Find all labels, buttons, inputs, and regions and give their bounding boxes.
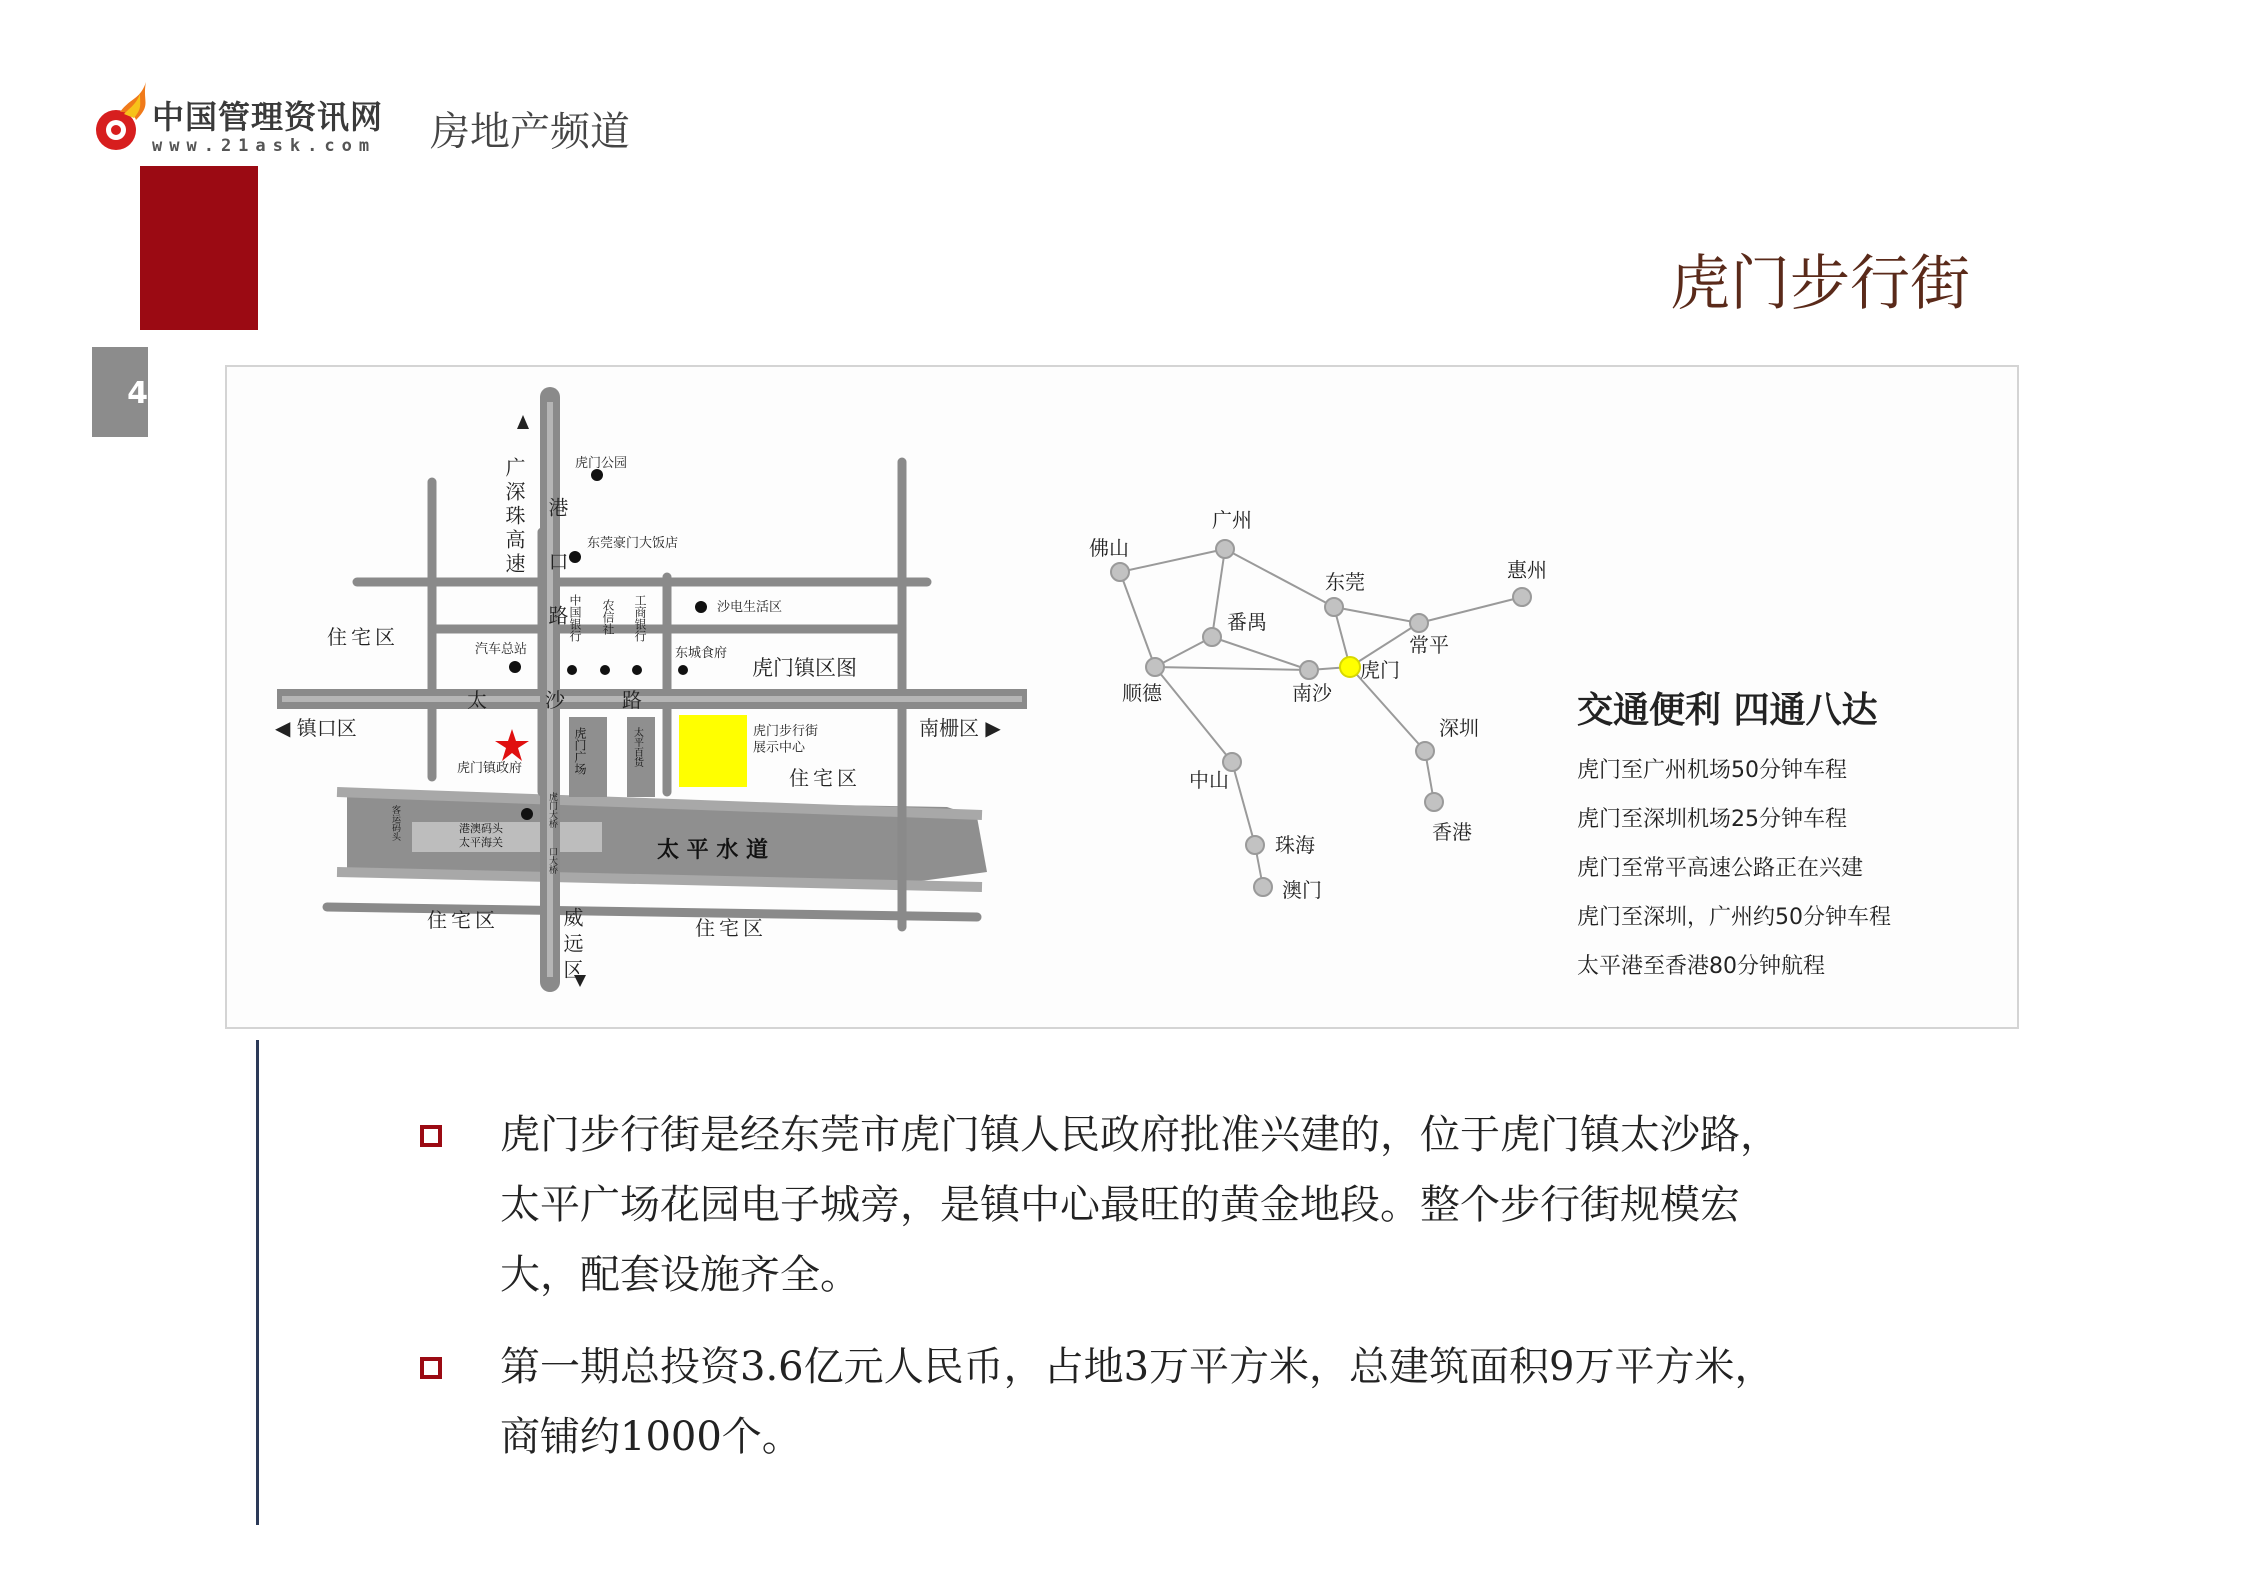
transport-item: 太平港至香港80分钟航程 bbox=[1577, 954, 1825, 979]
bridge-label-lower: 口大桥 bbox=[547, 847, 557, 874]
transport-item: 虎门至深圳，广州约50分钟车程 bbox=[1577, 905, 1891, 930]
city-panyu: 番禺 bbox=[1227, 610, 1267, 634]
zhenkou-label: ◀ 镇口区 bbox=[275, 716, 357, 740]
node-guangzhou bbox=[1216, 540, 1234, 558]
city-macau: 澳门 bbox=[1282, 878, 1322, 902]
exhibition-center-highlight bbox=[679, 715, 747, 787]
flame-logo-icon bbox=[96, 82, 146, 150]
coop-label: 农信社 bbox=[601, 599, 615, 635]
page-title: 虎门步行街 bbox=[1670, 249, 1970, 319]
hotel-dot bbox=[569, 551, 581, 563]
pier-label: 客运码头 bbox=[390, 805, 400, 841]
city-zhuhai: 珠海 bbox=[1275, 833, 1315, 857]
gangkou-road-label: 港口路 bbox=[545, 497, 569, 659]
node-shenzhen bbox=[1416, 742, 1434, 760]
residential-label-left: 住宅区 bbox=[327, 625, 399, 649]
local-street-map bbox=[275, 397, 1027, 987]
map-svg bbox=[227, 367, 2017, 1027]
food-dot bbox=[678, 665, 688, 675]
expressway-label: 广深珠高速 bbox=[502, 457, 526, 577]
nanshan-label: 南栅区 ▶ bbox=[919, 716, 1001, 740]
node-huizhou bbox=[1513, 588, 1531, 606]
bank-dot bbox=[567, 665, 577, 675]
taisha-tai-label: 太 bbox=[467, 688, 487, 712]
transport-title: 交通便利 四通八达 bbox=[1577, 690, 1878, 731]
ferry-label: 港澳码头太平海关 bbox=[459, 822, 503, 849]
town-map-label: 虎门镇区图 bbox=[752, 656, 857, 680]
node-dongguan bbox=[1325, 598, 1343, 616]
shadian-dot bbox=[695, 601, 707, 613]
government-label: 虎门镇政府 bbox=[457, 761, 523, 776]
bullet-text: 虎门步行街是经东莞市虎门镇人民政府批准兴建的，位于虎门镇太沙路， 太平广场花园电子城旁，是镇中心最旺的黄金地段。整个步行街规模宏 大，配套设施齐全。 bbox=[500, 1112, 1780, 1298]
city-huizhou: 惠州 bbox=[1507, 558, 1547, 582]
hotel-label: 东莞豪门大饭店 bbox=[587, 536, 679, 551]
weiyuan-label: 威远区 bbox=[560, 907, 584, 985]
coop-dot bbox=[600, 665, 610, 675]
humen-park-label: 虎门公园 bbox=[575, 456, 628, 471]
government-star-icon bbox=[495, 729, 529, 761]
page-number: 4 bbox=[127, 376, 148, 411]
logo-name: 中国管理资讯网 bbox=[152, 98, 384, 136]
node-zhuhai bbox=[1246, 836, 1264, 854]
transport-item: 虎门至广州机场50分钟车程 bbox=[1577, 758, 1847, 783]
residential-label-bottom-left: 住宅区 bbox=[427, 908, 499, 932]
food-label: 东城食府 bbox=[675, 646, 728, 661]
bank-label: 中国银行 bbox=[568, 594, 582, 642]
transport-info bbox=[1577, 690, 1891, 979]
node-humen-highlight bbox=[1340, 657, 1360, 677]
bullet-marker-icon bbox=[420, 1357, 442, 1379]
city-shunde: 顺德 bbox=[1122, 681, 1162, 705]
map-panel bbox=[225, 365, 2019, 1029]
logo-url: www.21ask.com bbox=[152, 136, 377, 156]
city-humen: 虎门 bbox=[1360, 658, 1400, 682]
node-macau bbox=[1254, 878, 1272, 896]
bridge-label: 虎门大桥 bbox=[547, 792, 557, 828]
city-guangzhou: 广州 bbox=[1212, 508, 1252, 532]
taisha-sha-label: 沙 bbox=[545, 688, 565, 712]
node-hongkong bbox=[1425, 793, 1443, 811]
vertical-divider bbox=[256, 1040, 259, 1525]
channel-name: 房地产频道 bbox=[430, 109, 630, 155]
city-dongguan: 东莞 bbox=[1325, 570, 1365, 594]
red-accent-block bbox=[140, 166, 258, 330]
city-hongkong: 香港 bbox=[1432, 820, 1472, 844]
shadian-label: 沙电生活区 bbox=[717, 600, 783, 615]
icbc-dot bbox=[632, 665, 642, 675]
transport-item: 虎门至常平高速公路正在兴建 bbox=[1577, 856, 1864, 881]
pier-dot bbox=[521, 808, 533, 820]
city-foshan: 佛山 bbox=[1089, 536, 1129, 560]
regional-network-map bbox=[1089, 508, 1547, 902]
transport-item: 虎门至深圳机场25分钟车程 bbox=[1577, 807, 1847, 832]
node-changping bbox=[1410, 614, 1428, 632]
taiping-dept-label: 太平百货 bbox=[631, 727, 643, 767]
taisha-lu-label: 路 bbox=[622, 688, 642, 712]
waterway-label: 太 平 水 道 bbox=[657, 838, 768, 863]
city-changping: 常平 bbox=[1409, 633, 1449, 657]
node-shunde bbox=[1146, 658, 1164, 676]
node-foshan bbox=[1111, 563, 1129, 581]
bullet-text: 第一期总投资3.6亿元人民币，占地3万平方米，总建筑面积9万平方米， 商铺约1000个。 bbox=[500, 1344, 1775, 1460]
bullet-marker-icon bbox=[420, 1125, 442, 1147]
bus-station-label: 汽车总站 bbox=[475, 642, 528, 657]
city-shenzhen: 深圳 bbox=[1439, 716, 1479, 740]
city-zhongshan: 中山 bbox=[1189, 768, 1229, 792]
bus-station-dot bbox=[509, 661, 521, 673]
icbc-label: 工商银行 bbox=[633, 594, 647, 642]
residential-label-center: 住宅区 bbox=[789, 766, 861, 790]
city-nansha: 南沙 bbox=[1292, 681, 1332, 705]
exhibition-label: 虎门步行街展示中心 bbox=[753, 724, 819, 756]
residential-label-bottom-center: 住宅区 bbox=[695, 916, 767, 940]
node-nansha bbox=[1300, 661, 1318, 679]
plaza-label: 虎门广场 bbox=[573, 727, 587, 775]
road-lower-horizontal bbox=[327, 907, 977, 917]
node-panyu bbox=[1203, 628, 1221, 646]
